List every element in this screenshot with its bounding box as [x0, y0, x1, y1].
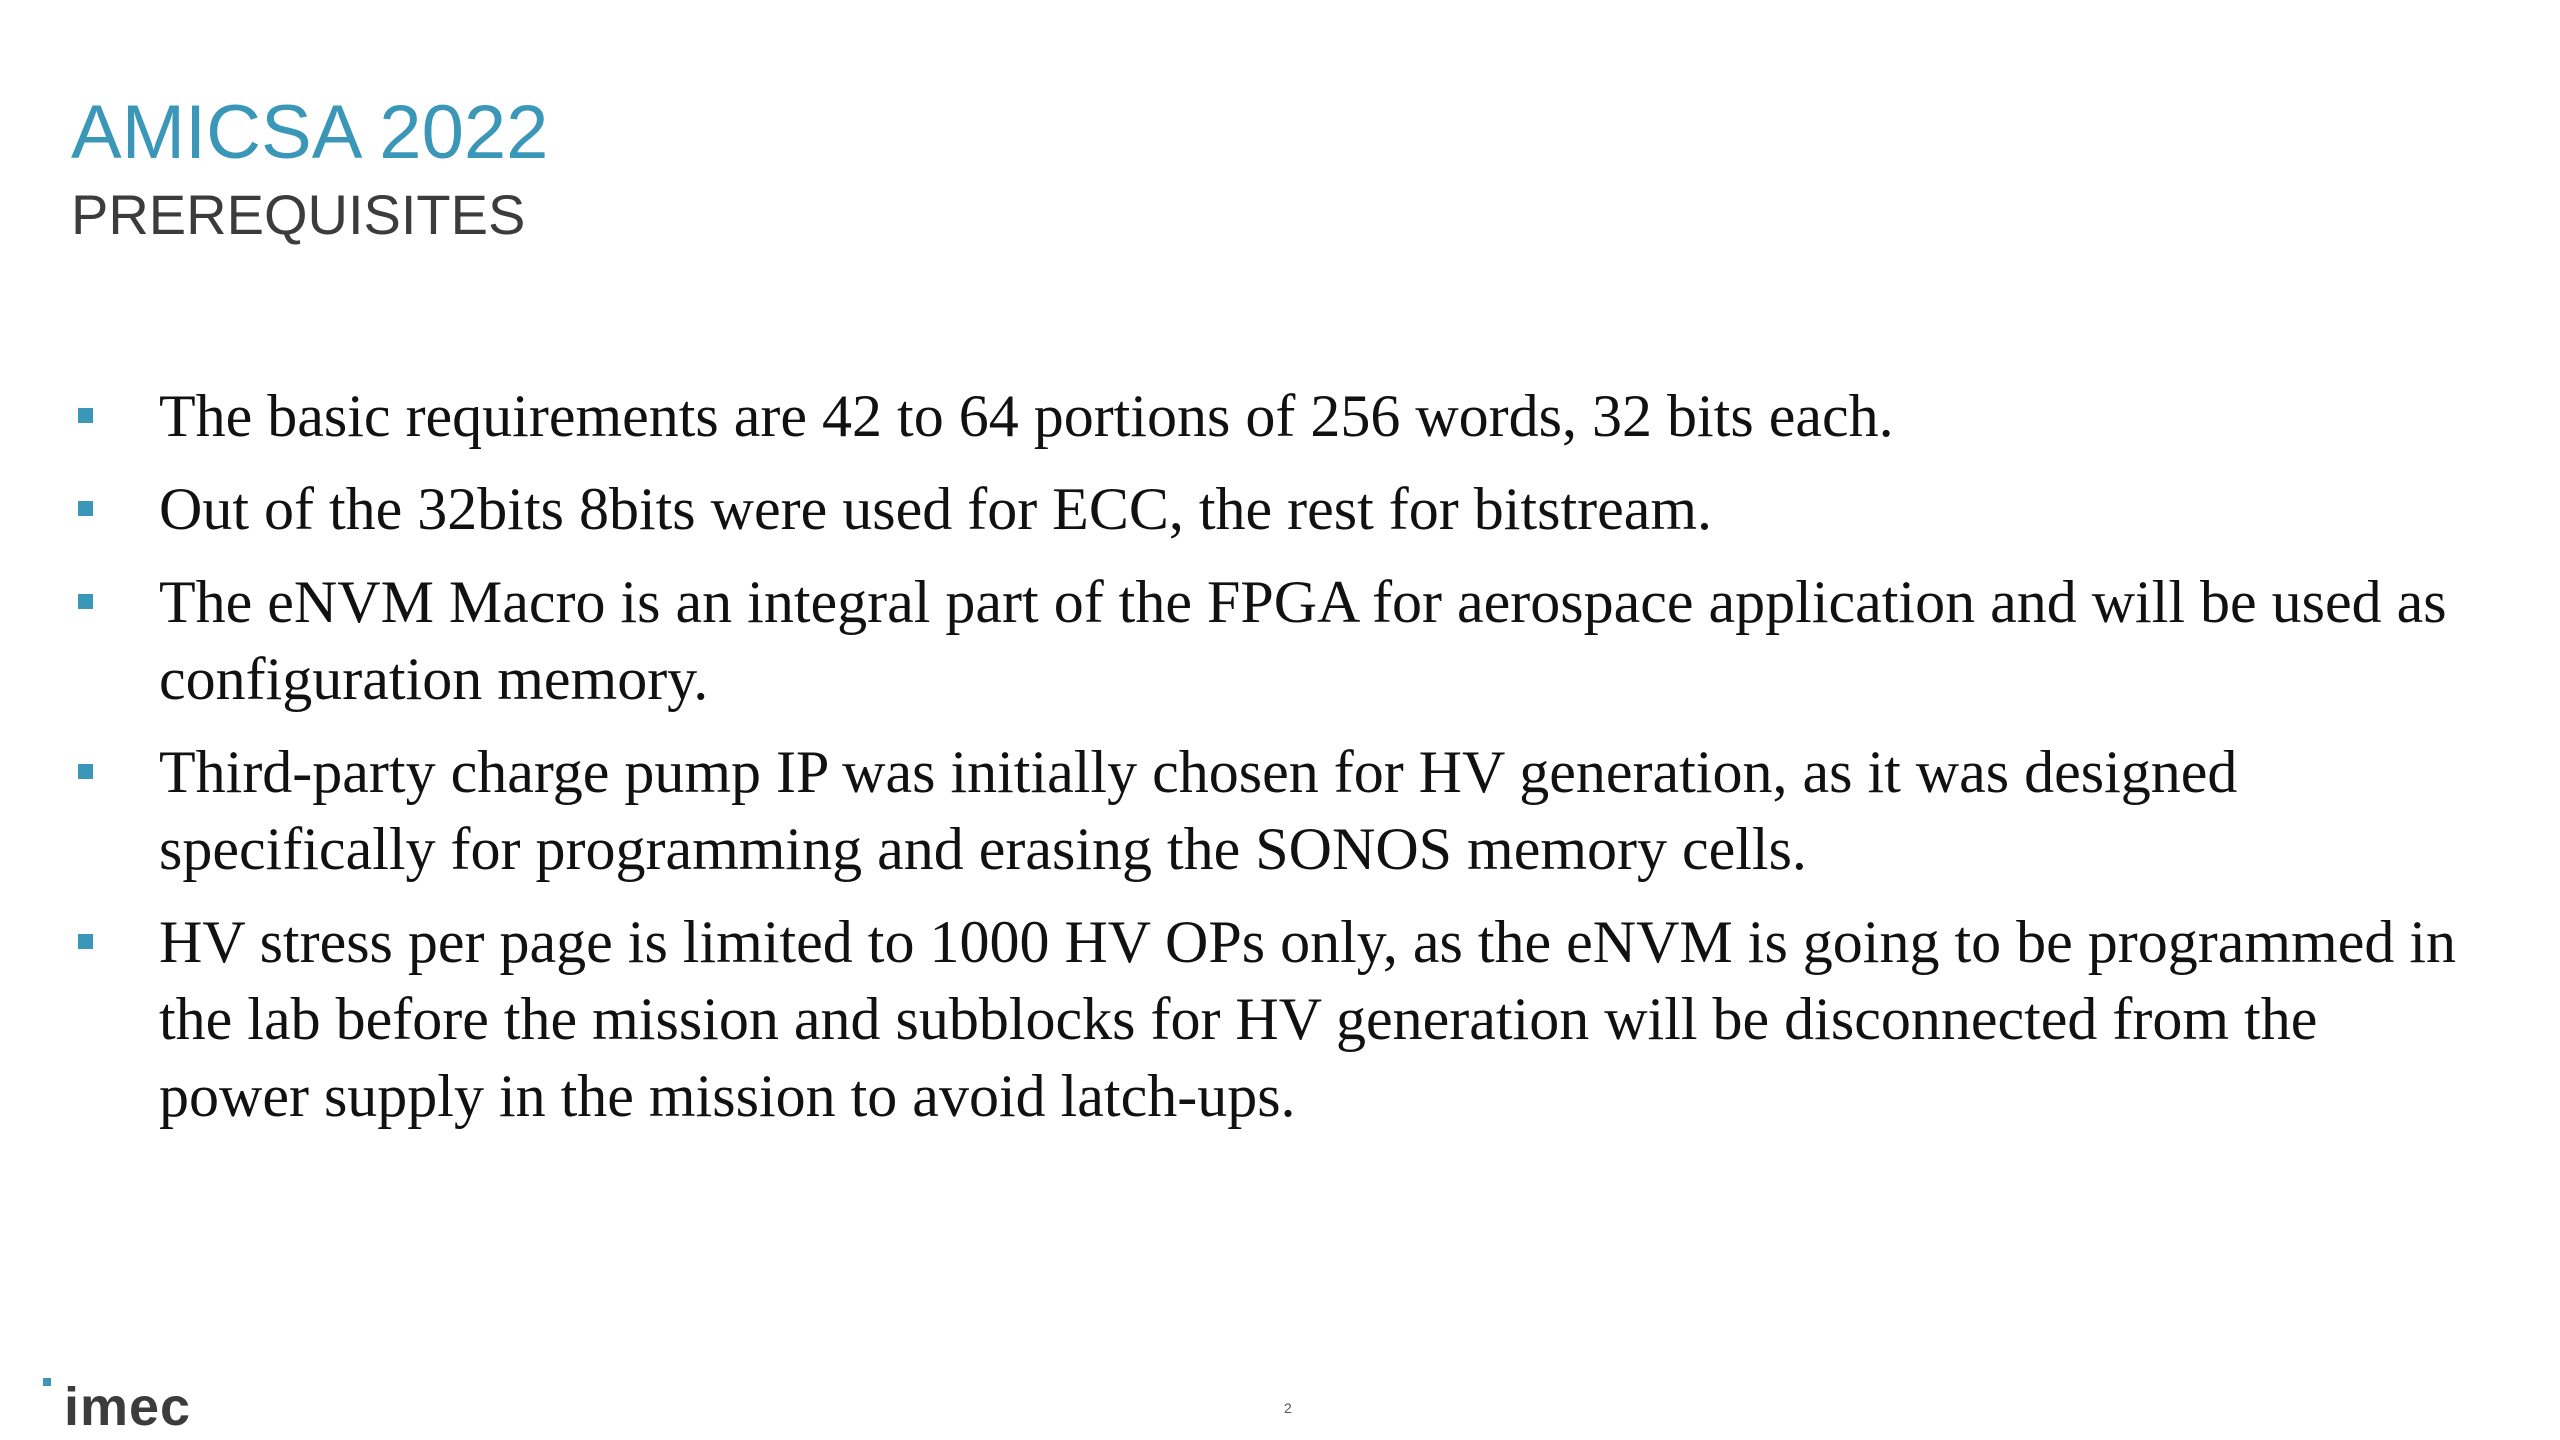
page-number: 2	[1284, 1400, 1292, 1416]
square-bullet-icon	[78, 764, 93, 779]
slide-title: AMICSA 2022	[71, 90, 549, 175]
imec-logo	[40, 1378, 230, 1440]
square-bullet-icon	[78, 501, 93, 516]
logo-dot-icon	[43, 1378, 51, 1386]
bullet-item	[71, 734, 2471, 888]
square-bullet-icon	[78, 408, 93, 423]
bullet-item	[71, 564, 2471, 718]
square-bullet-icon	[78, 934, 93, 949]
bullet-list	[71, 378, 2471, 1151]
bullet-text: Out of the 32bits 8bits were used for ECC, the rest for bitstream.	[159, 476, 1713, 542]
bullet-text: HV stress per page is limited to 1000 HV OPs only, as the eNVM is going to be programmed in the lab before the mission and subblocks for HV generation will be disconnected from the power supply in the mission to avoid latch-ups.	[159, 909, 2456, 1129]
bullet-item	[71, 904, 2471, 1135]
bullet-text: Third-party charge pump IP was initially chosen for HV generation, as it was designed specifically for programming and erasing the SONOS memory cells.	[159, 739, 2238, 882]
bullet-text: The eNVM Macro is an integral part of the FPGA for aerospace application and will be used as configuration memory.	[159, 569, 2447, 712]
logo-text: imec	[64, 1377, 192, 1437]
slide-subtitle: PREREQUISITES	[71, 183, 526, 246]
square-bullet-icon	[78, 594, 93, 609]
bullet-item	[71, 378, 2471, 455]
bullet-text: The basic requirements are 42 to 64 portions of 256 words, 32 bits each.	[159, 383, 1894, 449]
bullet-item	[71, 471, 2471, 548]
